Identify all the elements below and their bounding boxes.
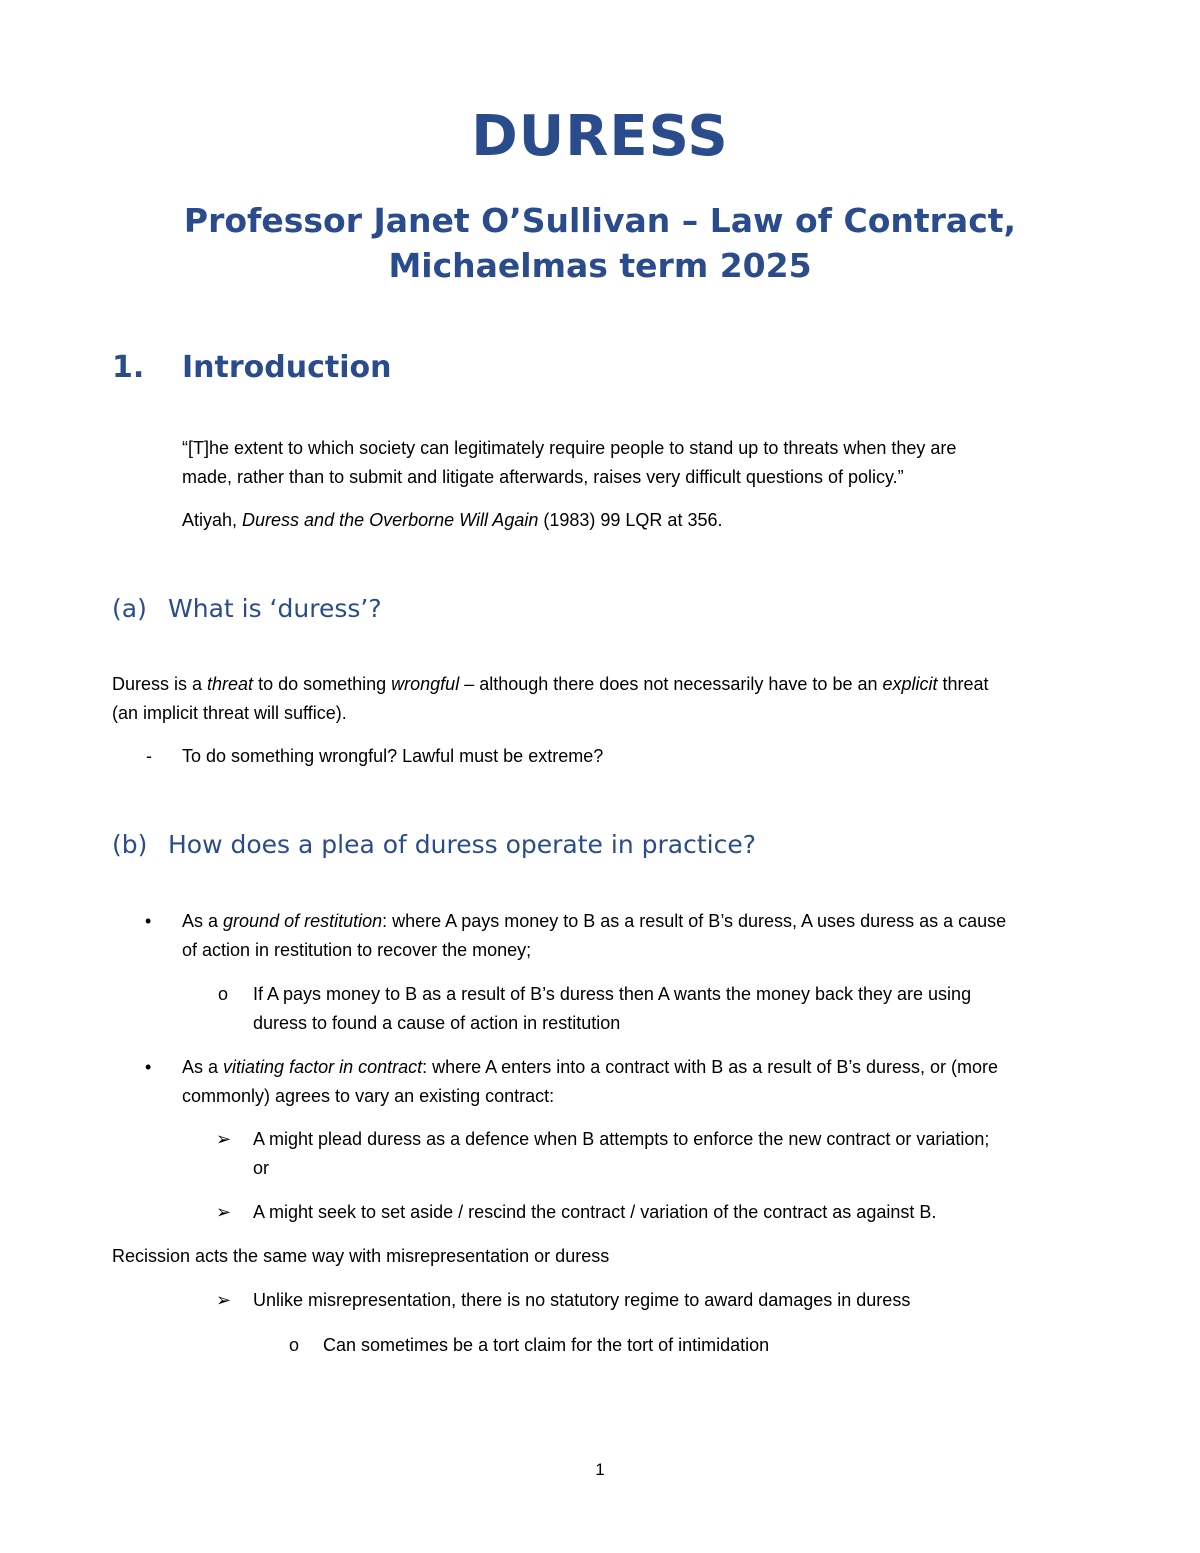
list-item-restitution [182,907,1006,965]
quote-line-2: made, rather than to submit and litigate afterwards, raises very difficult questions of policy.” [182,467,904,487]
text-run: – although there does not necessarily have to be an [459,674,883,694]
page-number: 1 [595,1460,605,1479]
definition-line-2: (an implicit threat will suffice). [112,703,347,723]
section-heading-plea-of-duress [112,830,756,859]
section-title: Introduction [182,350,392,385]
section-title: How does a plea of duress operate in practice? [168,830,756,859]
subtitle-line-1: Professor Janet O’Sullivan – Law of Contract, [183,201,1017,240]
sub-item-tort: Can sometimes be a tort claim for the tort of intimidation [323,1335,770,1355]
document-subtitle [0,198,1200,288]
sub-item-line-2: duress to found a cause of action in restitution [253,1013,621,1033]
text-run: : where A enters into a contract with B as a result of B’s duress, or (more [422,1057,999,1077]
emphasis: ground of restitution [223,911,383,931]
section-number: 1. [112,350,145,385]
dash-list-item: To do something wrongful? Lawful must be extreme? [182,746,604,766]
recission-paragraph: Recission acts the same way with misrepresentation or duress [112,1246,610,1266]
list-item-line-1 [182,1053,998,1082]
emphasis: threat [207,674,254,694]
citation-author: Atiyah, [182,510,243,530]
section-letter: (a) [112,594,147,623]
arrow-item-defence [253,1125,989,1183]
dash-marker: - [146,746,152,766]
bullet-marker: • [145,1057,152,1077]
section-heading-introduction [112,350,391,385]
section-heading-what-is-duress [112,594,382,623]
document-title: DURESS [471,104,729,169]
arrow-marker: ➢ [216,1202,232,1222]
text-run: As a [182,911,224,931]
arrow-marker: ➢ [216,1129,232,1149]
text-run: : where A pays money to B as a result of B’s duress, A uses duress as a cause [382,911,1007,931]
section-letter: (b) [112,830,148,859]
arrow-item-damages: Unlike misrepresentation, there is no statutory regime to award damages in duress [253,1290,911,1310]
sub-item-line-1: If A pays money to B as a result of B’s duress then A wants the money back they are using [253,984,972,1004]
text-run: Duress is a [112,674,208,694]
definition-paragraph [112,670,989,728]
list-item-line-1 [182,907,1006,936]
subtitle-line-2: Michaelmas term 2025 [388,246,812,285]
section-title: What is ‘duress’? [168,594,382,623]
quote [182,434,956,492]
text-run: to do something [253,674,392,694]
citation-work: Duress and the Overborne Will Again [242,510,539,530]
list-item-line-2: of action in restitution to recover the money; [182,940,532,960]
quote-line-1: “[T]he extent to which society can legitimately require people to stand up to threats when they are [182,438,957,458]
arrow-item-line-2: or [253,1158,270,1178]
definition-line-1 [112,670,989,699]
bullet-marker: • [145,911,152,931]
arrow-item-rescind: A might seek to set aside / rescind the contract / variation of the contract as against B. [253,1202,937,1222]
circle-marker: o [218,984,229,1004]
arrow-item-line-1: A might plead duress as a defence when B attempts to enforce the new contract or variation; [253,1129,990,1149]
emphasis: vitiating factor in contract [223,1057,423,1077]
arrow-marker: ➢ [216,1290,232,1310]
emphasis: wrongful [391,674,460,694]
list-item-line-2: commonly) agrees to vary an existing contract: [182,1086,555,1106]
emphasis: explicit [882,674,938,694]
sub-item-restitution [253,980,971,1038]
text-run: As a [182,1057,224,1077]
citation [182,506,722,535]
text-run: threat [937,674,989,694]
citation-rest: (1983) 99 LQR at 356. [538,510,723,530]
circle-marker: o [289,1335,300,1355]
list-item-vitiating-factor [182,1053,998,1111]
